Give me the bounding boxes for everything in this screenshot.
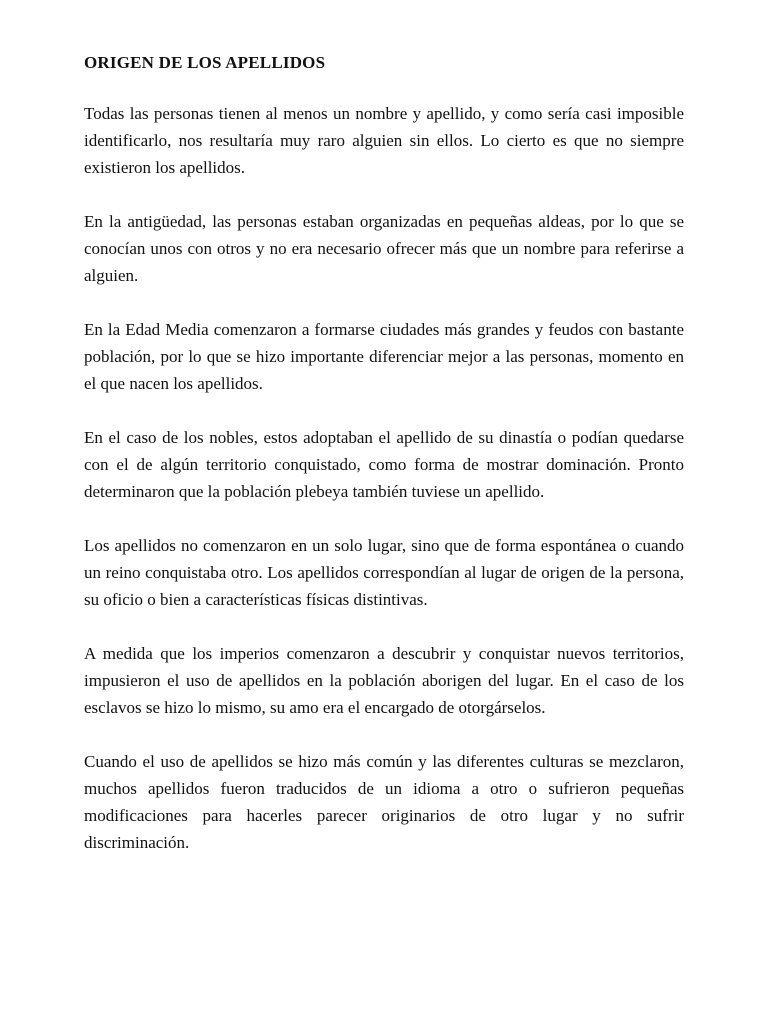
paragraph-7: Cuando el uso de apellidos se hizo más común y las diferentes culturas se mezclaron, muchos apellidos fueron traducidos de un idioma a otro o sufrieron pequeñas modificaciones para hacerles parecer originarios de otro lugar y no sufrir discriminación. [84, 752, 684, 852]
paragraph-1: Todas las personas tienen al menos un nombre y apellido, y como sería casi imposible identificarlo, nos resultaría muy raro alguien sin ellos. Lo cierto es que no siempre existieron los apellidos. [84, 104, 684, 177]
document-page [84, 52, 684, 883]
document-title: ORIGEN DE LOS APELLIDOS [84, 53, 326, 72]
paragraph-6: A medida que los imperios comenzaron a descubrir y conquistar nuevos territorios, impusieron el uso de apellidos en la población aborigen del lugar. En el caso de los esclavos se hizo lo mismo, su amo era el encargado de otorgárselos. [84, 644, 684, 717]
paragraph-3: En la Edad Media comenzaron a formarse ciudades más grandes y feudos con bastante población, por lo que se hizo importante diferenciar mejor a las personas, momento en el que nacen los apellidos. [84, 320, 684, 393]
paragraph-2: En la antigüedad, las personas estaban organizadas en pequeñas aldeas, por lo que se conocían unos con otros y no era necesario ofrecer más que un nombre para referirse a alguien. [84, 212, 684, 285]
paragraph-4: En el caso de los nobles, estos adoptaban el apellido de su dinastía o podían quedarse con el de algún territorio conquistado, como forma de mostrar dominación. Pronto determinaron que la población plebeya también tuviese un apellido. [84, 428, 684, 501]
paragraph-5: Los apellidos no comenzaron en un solo lugar, sino que de forma espontánea o cuando un reino conquistaba otro. Los apellidos correspondían al lugar de origen de la persona, su oficio o bien a características físicas distintivas. [84, 536, 684, 609]
